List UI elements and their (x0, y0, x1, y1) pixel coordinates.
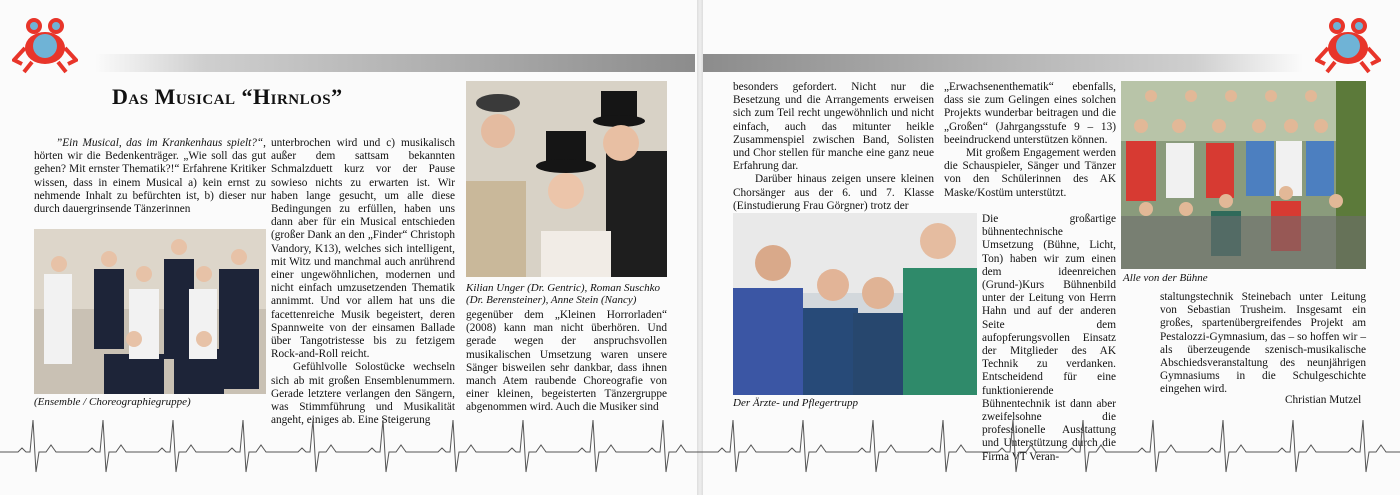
caption-trio-2: (Dr. Berensteiner), Anne Stein (Nancy) (466, 294, 637, 306)
right-col-1 (733, 81, 934, 213)
ensemble-photo (34, 229, 266, 394)
body-text: Die großartige bühnentechnische Umsetzung (Bühne, Licht, Ton) haben wir zum einen dem ideenreichen (Grund-)Kurs Bühnenbild unter der Leitung von Herrn Hahn und auf der anderen Seite dem aufopferungsvollen Einsatz der Mitglieder des AK Technik zu verdanken. Entscheidend für eine funktionierende Bühnentechnik ist dann aber zweifelsohne die professionelle Ausstattung und Unterstützung durch die Firma VT Veran- (982, 213, 1116, 463)
body-text: , hörten wir die Bedenkenträger. „Wie soll das gut gehen? Mit ernster Thematik?!“ Erfahrene Kritiker wissen, dass in einem Musical a) kein ernst zu nehmende Inhalt zu befürchten ist, b) dieser nur durch dauergrinsende Tänzerinnen (34, 137, 266, 216)
group-photo (1121, 81, 1366, 269)
ekg-line (0, 412, 1400, 482)
caption-all: Alle von der Bühne (1123, 272, 1208, 284)
body-text: Gefühlvolle Solostücke wechseln sich ab mit großen Ensemblenummern. Gerade letztere verlangen den Sängern, was Stimmführung und Musikalität angeht, einiges ab. Eine Steigerung (271, 361, 455, 427)
right-col-2 (944, 81, 1116, 200)
body-text: besonders gefordert. Nicht nur die Besetzung und die Arrangements erweisen sich zum Teil recht ungewöhnlich und nicht einfach, auch das mitunter heikle Zusammenspiel zwischen Band, Solisten und Chor stellen für manche eine ganz neue Erfahrung dar. (733, 81, 934, 173)
caption-ensemble: (Ensemble / Choreographiegruppe) (34, 396, 191, 408)
body-text: Darüber hinaus zeigen unsere kleinen Chorsänger aus der 6. und 7. Klasse (Einstudierung Frau Görgner) trotz der (733, 173, 934, 212)
body-text: „Erwachsenenthematik“ ebenfalls, dass sie zum Gelingen eines solchen Projekts wunderbar beitragen und die „Großen“ (Jahrgangsstufe 9 – 13) beeindruckend unterstützen können. (944, 81, 1116, 146)
trio-photo (466, 81, 667, 277)
author-signature: Christian Mutzel (1285, 394, 1362, 406)
frog-logo-icon (12, 8, 78, 74)
left-col-1 (34, 137, 266, 216)
body-text: Mit großem Engagement werden die Schauspieler, Sänger und Tänzer von den Schülerinnen des AK Maske/Kostüm unterstützt. (944, 147, 1116, 199)
left-col-2 (271, 137, 455, 427)
caption-trio-1: Kilian Unger (Dr. Gentric), Roman Suschko (466, 282, 661, 294)
body-text: gegenüber dem „Kleinen Horrorladen“ (2008) kann man nicht überhören. Und gerade wegen der anspruchsvollen musikalischen Umsetzung waren unsere Sänger bisweilen sehr dankbar, dass ihnen manch Atem raubende Choreografie von einer kleinen, begeisterten Tänzergruppe abgenommen wird. Auch die Musiker sind (466, 309, 667, 414)
header-bar-right (703, 54, 1303, 72)
doctors-photo (733, 213, 977, 395)
header-bar-left (95, 54, 695, 72)
article-title: Das Musical “Hirnlos” (112, 84, 343, 109)
frog-logo-icon (1315, 8, 1381, 74)
right-col-3 (1160, 291, 1366, 397)
caption-doctors: Der Ärzte- und Pflegertrupp (733, 397, 858, 409)
body-text: staltungstechnik Steinebach unter Leitung von Sebastian Trusheim. Insgesamt ein großes, spartenübergreifendes Projekt am Pestalozzi-Gymnasium, das – so hoffen wir – als überzeugende szenisch-musikalische Abschiedsveranstaltung des neunjährigen Gymnasiums in die Schulgeschichte eingehen wird. (1160, 291, 1366, 396)
left-col-3 (466, 309, 667, 415)
body-text: unterbrochen wird und c) musikalisch außer dem sattsam bekannten Schmalzduett kurz vor der Pause sowieso nichts zu erwarten ist. Wir haben lange gesucht, um alle diese Bedingungen zu erfüllen, haben uns dann aber für ein Musical entschieden (großer Dank an den „Finder“ Christoph Vandory, K13), welches sich intelligent, mit Witz und manchmal auch anrührend einer ungewöhnlichen, modernen und nicht einfach umzusetzenden Thematik annimmt. Und vor allem hat uns die facettenreiche Musik begeistert, deren Spannweite von der einsamen Ballade über Tangotristesse bis zu fetzigem Rock-and-Roll reicht. (271, 137, 455, 361)
quote-text: ”Ein Musical, das im Krankenhaus spielt?“ (56, 137, 264, 149)
